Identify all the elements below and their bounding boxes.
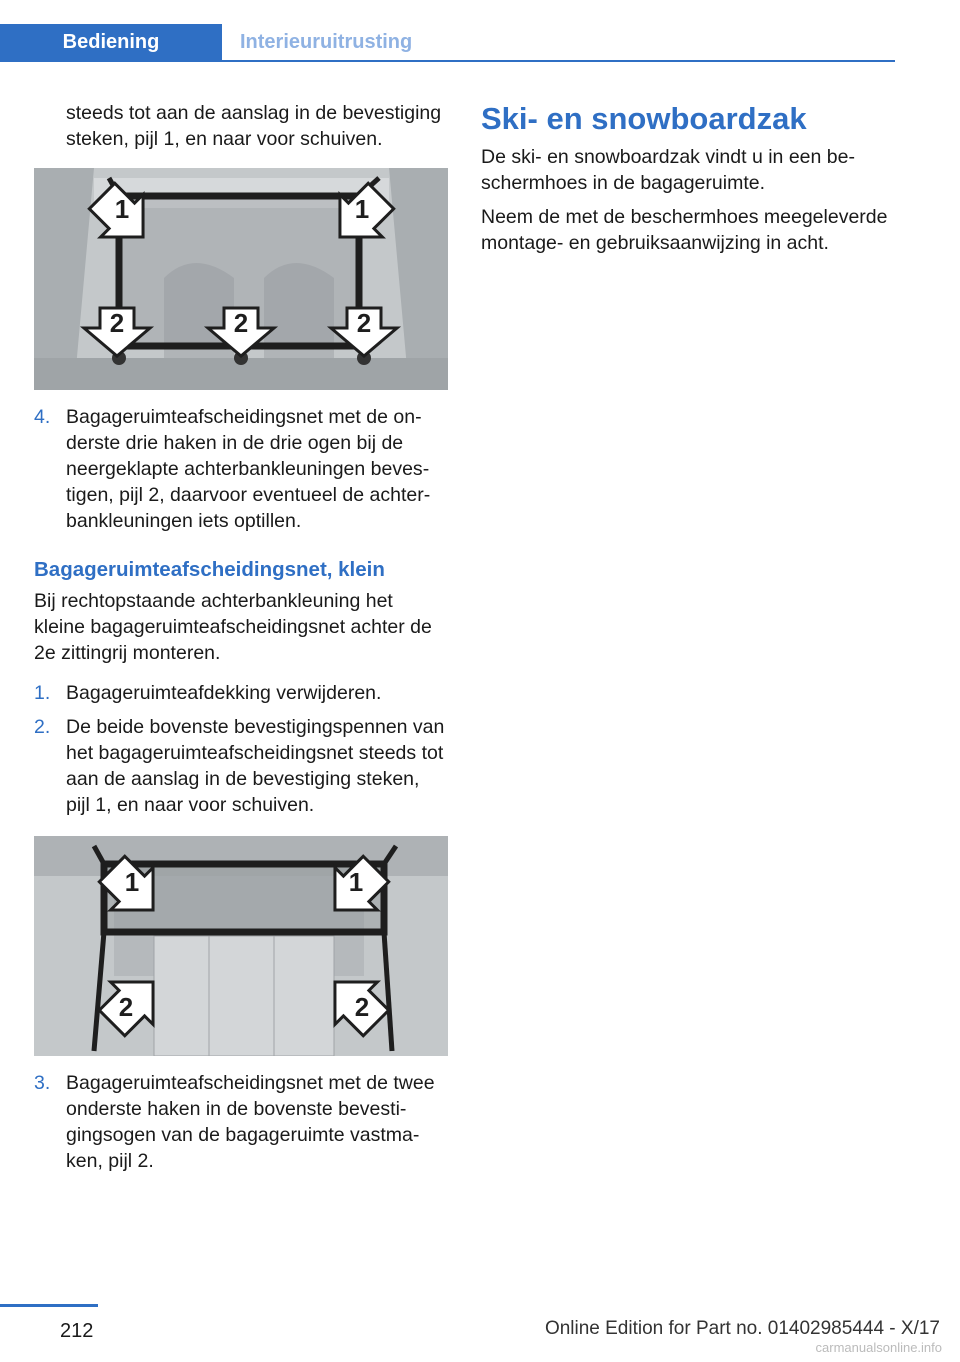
arrow-label-1b: 1 [354, 194, 370, 224]
header-divider [0, 60, 895, 62]
paragraph: De ski- en snowboardzak vindt u in een beschermhoes in de bagageruimte. [481, 146, 855, 194]
arrow-label-1a: 1 [114, 194, 130, 224]
step-list-3 [34, 1070, 448, 1174]
list-item [34, 714, 448, 818]
left-column [34, 100, 448, 1174]
step-number: 1. [34, 682, 51, 704]
step-text: De beide bovenste bevestigingspennen van het bagageruimteafscheidingsnet steeds tot aan de aanslag in de bevestiging steken, pijl 1, en naar voor schuiven. [66, 716, 445, 816]
page-number-bar [0, 1304, 98, 1307]
step-number: 2. [34, 716, 51, 738]
arrow-label-2a: 2 [118, 992, 134, 1022]
paragraph: Neem de met de beschermhoes meegeleverde montage- en gebruiksaanwijzing in acht. [481, 206, 888, 254]
arrow-label-2b: 2 [233, 308, 249, 338]
watermark: carmanualsonline.info [815, 1340, 942, 1355]
figure-large-net [34, 168, 448, 390]
header-tabs [0, 24, 895, 62]
arrow-label-2c: 2 [356, 308, 372, 338]
tab-interieuruitrusting[interactable]: Interieuruitrusting [240, 30, 413, 53]
section-title: Ski- en snowboardzak [481, 101, 807, 136]
step-number: 4. [34, 406, 51, 428]
step-text: Bagageruimteafscheidingsnet met de onderste drie haken in de drie ogen bij de neergeklapte achterbankleuningen bevestigen, pijl 2, daarvoor eventueel de achterbankleuningen iets optillen. [66, 406, 431, 532]
arrow-label-1a: 1 [124, 867, 140, 897]
section-heading: Bagageruimteafscheidingsnet, klein [34, 558, 385, 581]
step-list-1-2 [34, 680, 448, 818]
edition-footer: Online Edition for Part no. 01402985444 - X/17 [544, 1318, 940, 1339]
right-column [481, 100, 897, 256]
intro-text: steeds tot aan de aanslag in de bevestiging steken, pijl 1, en naar voor schuiven. [66, 102, 442, 150]
arrow-label-1b: 1 [348, 867, 364, 897]
tab-bediening[interactable]: Bediening [0, 24, 222, 60]
arrow-label-2b: 2 [354, 992, 370, 1022]
step-text: Bagageruimteafdekking verwijderen. [66, 682, 382, 704]
net-illustration-2 [34, 836, 448, 1056]
step-text: Bagageruimteafscheidingsnet met de twee onderste haken in de bovenste bevestigingsogen van de bagageruimte vastmaken, pijl 2. [66, 1072, 435, 1172]
page-number: 212 [60, 1320, 94, 1342]
figure-small-net [34, 836, 448, 1056]
step-number: 3. [34, 1072, 51, 1094]
list-item [34, 404, 448, 534]
list-item [34, 1070, 448, 1174]
net-illustration-1 [34, 168, 448, 390]
step-list-4 [34, 404, 448, 534]
section-text: Bij rechtopstaande achterbankleuning het kleine bagageruimteafscheidingsnet achter de 2e zittingrij monteren. [34, 590, 432, 664]
arrow-label-2a: 2 [109, 308, 125, 338]
list-item [34, 680, 448, 706]
